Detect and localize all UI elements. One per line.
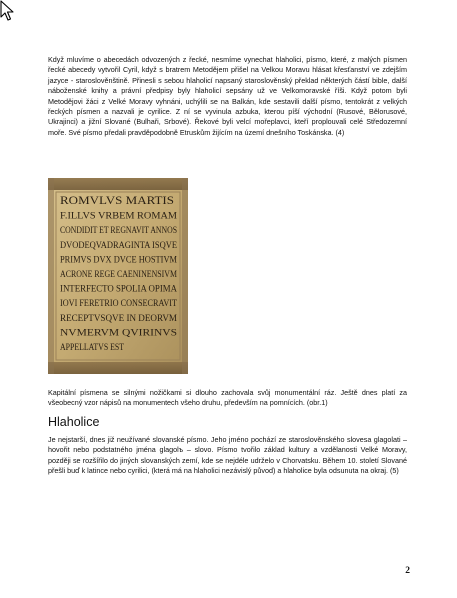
- mouse-cursor-icon: [0, 0, 14, 22]
- inscription-line: INTERFECTO SPOLIA OPIMA: [60, 283, 178, 294]
- page-number: 2: [405, 566, 410, 576]
- section-heading: Hlaholice: [48, 415, 100, 429]
- roman-inscription-figure: [48, 178, 188, 374]
- inscription-line: F.ILLVS VRBEM ROMAM: [60, 210, 177, 221]
- glagolitic-paragraph: Je nejstarší, dnes již neužívané slovanské písmo. Jeho jméno pochází ze staroslověnského slovesa glagolati – hovořit nebo podstatného jména glagolъ – slovo. Písmo tvořilo základ kultury a vzdělanosti Velké Moravy, později se rozšířilo do jiných slovanských zemí, kde se nejdéle udrželo v Chorvatsku. Během 10. století Slované přešli buď k latince nebo cyrilici, (která má na hlaholici nezávislý původ) a hlaholice byla odsunuta na okraj. (5): [48, 435, 407, 476]
- inscription-line: CONDIDIT ET REGNAVIT ANNOS: [60, 225, 177, 236]
- intro-paragraph: Když mluvíme o abecedách odvozených z řecké, nesmíme vynechat hlaholici, písmo, které, z malých písmen řecké abecedy vytvořil Cyril, když s bratrem Metodějem přišel na Velkou Moravu hlásat křesťanství ve zdejším jazyce - staroslověnštině. Přinesli s sebou hlaholicí napsaný staroslověnský překlad některých částí bible, další náboženské knihy a právní předpisy byly hlaholicí sepsány už ve Velkomoravské říši. Když potom byli Metodějovi žáci z Velké Moravy vyhnáni, uchýlili se na Balkán, kde sestavili další písmo, tentokrát z velkých řeckých písmen a nazvali je cyrilice. Z ní se vyvinula azbuka, kterou píší východní (Rusové, Bělorusové, Ukrajinci) a jižní Slované (Bulhaři, Srbové). Řekové byli velcí mořeplavci, kteří proplouvali celé Středozemní moře. Své písmo předali pravděpodobně Etruskům žijícím na území dnešního Toskánska. (4): [48, 55, 407, 137]
- inscription-line: ROMVLVS MARTIS: [60, 193, 174, 207]
- inscription-line: IOVI FERETRIO CONSECRAVIT: [60, 298, 178, 309]
- inscription-line: NVMERVM QVIRINVS: [60, 327, 177, 338]
- inscription-line: ACRONE REGE CAENINENSIVM: [60, 269, 177, 279]
- inscription-line: PRIMVS DVX DVCE HOSTIVM: [60, 254, 177, 265]
- inscription-line: APPELLATVS EST: [60, 342, 125, 352]
- inscription-line: RECEPTVSQVE IN DEORVM: [60, 312, 177, 323]
- inscription-svg: [48, 178, 188, 374]
- inscription-line: DVODEQVADRAGINTA ISQVE: [60, 239, 178, 250]
- capital-letters-paragraph: Kapitální písmena se silnými nožičkami si dlouho zachovala svůj monumentální ráz. Ještě dnes platí za všeobecný vzor nápisů na monumentech všeho druhu, především na pomnících. (obr.1): [48, 388, 407, 408]
